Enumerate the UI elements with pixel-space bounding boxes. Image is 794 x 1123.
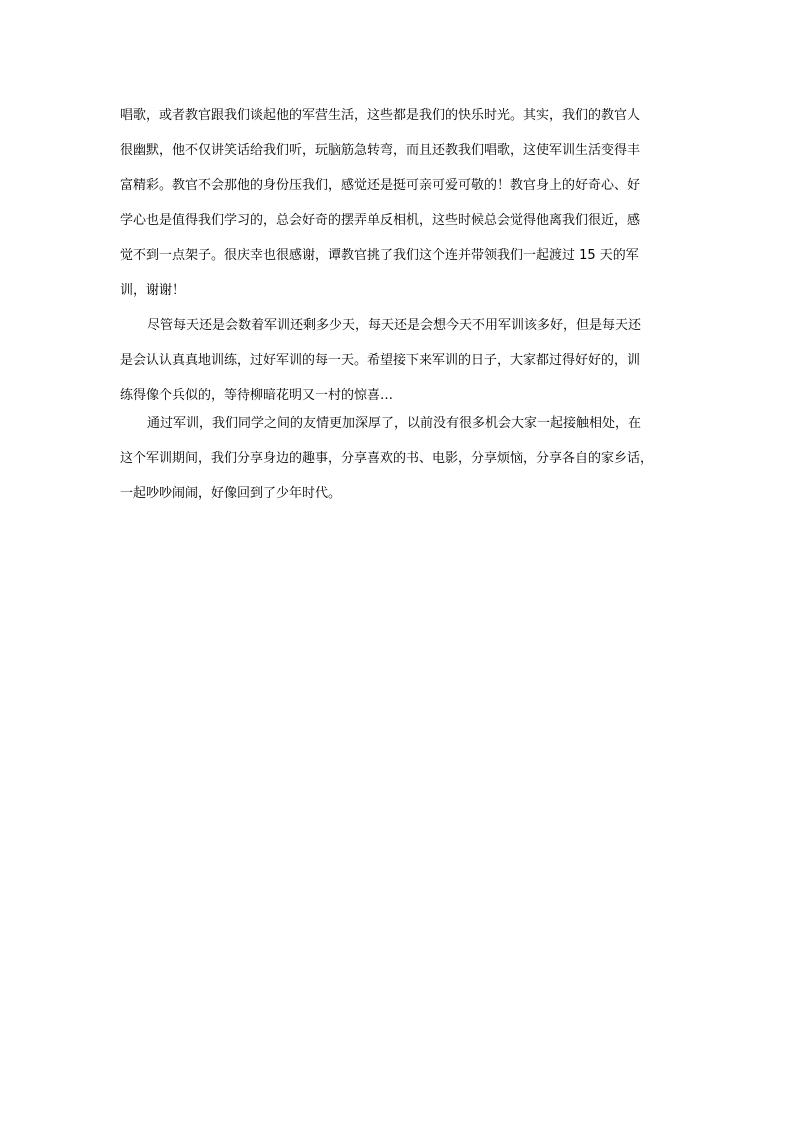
paragraph xyxy=(120,412,680,517)
text-line: 通过军训，我们同学之间的友情更加深厚了，以前没有很多机会大家一起接触相处，在 xyxy=(147,416,642,431)
document-body xyxy=(120,104,680,517)
text-line: 是会认认真真地训练，过好军训的每一天。希望接下来军训的日子，大家都过得好好的，训 xyxy=(120,353,641,368)
text-line: 唱歌，或者教官跟我们谈起他的军营生活，这些都是我们的快乐时光。其实，我们的教官人 xyxy=(120,108,641,123)
text-line: 富精彩。教官不会那他的身份压我们，感觉还是挺可亲可爱可敬的！教官身上的好奇心、好 xyxy=(120,178,641,193)
text-line: 学心也是值得我们学习的，总会好奇的摆弄单反相机，这些时候总会觉得他离我们很近，感 xyxy=(120,213,641,228)
text-line: 练得像个兵似的，等待柳暗花明又一村的惊喜… xyxy=(120,388,394,403)
text-line: 这个军训期间，我们分享身边的趣事，分享喜欢的书、电影，分享烦恼，分享各自的家乡话， xyxy=(120,451,654,466)
text-line: 一起吵吵闹闹，好像回到了少年时代。 xyxy=(120,486,342,501)
paragraph xyxy=(120,314,680,412)
text-line: 训，谢谢！ xyxy=(120,283,186,298)
text-line: 很幽默，他不仅讲笑话给我们听，玩脑筋急转弯，而且还教我们唱歌，这使军训生活变得丰 xyxy=(120,143,641,158)
paragraph xyxy=(120,104,680,314)
text-line: 觉不到一点架子。很庆幸也很感谢，谭教官挑了我们这个连并带领我们一起渡过 15 天的军 xyxy=(120,248,639,263)
text-line: 尽管每天还是会数着军训还剩多少天，每天还是会想今天不用军训该多好，但是每天还 xyxy=(147,318,642,333)
